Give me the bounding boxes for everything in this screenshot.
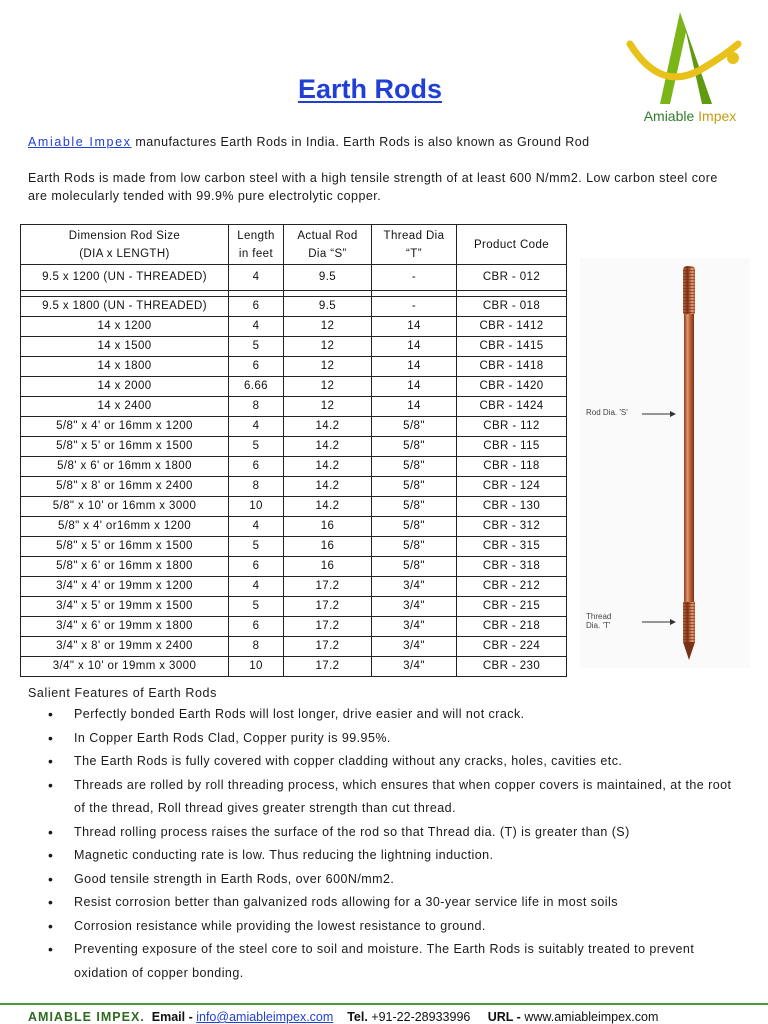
table-cell: 17.2 xyxy=(284,657,372,677)
table-header-text: Product Code xyxy=(473,238,550,251)
table-cell: 5/8' x 6' or 16mm x 1800 xyxy=(21,457,229,477)
table-header-row xyxy=(21,225,567,265)
table-cell: 3/4" x 5' or 19mm x 1500 xyxy=(21,597,229,617)
table-cell: CBR - 215 xyxy=(457,597,567,617)
table-cell: 17.2 xyxy=(284,637,372,657)
table-row xyxy=(21,357,567,377)
table-row xyxy=(21,265,567,291)
table-cell: 12 xyxy=(284,357,372,377)
footer-tel-label: Tel. xyxy=(347,1010,368,1024)
table-cell: 16 xyxy=(284,537,372,557)
table-cell: CBR - 230 xyxy=(457,657,567,677)
table-cell: - xyxy=(372,297,457,317)
table-cell: - xyxy=(372,265,457,291)
table-cell: 5/8" xyxy=(372,517,457,537)
table-cell: 5 xyxy=(229,537,284,557)
table-cell: 5/8" x 5' or 16mm x 1500 xyxy=(21,537,229,557)
table-cell: 5 xyxy=(229,437,284,457)
table-cell: 3/4" xyxy=(372,657,457,677)
feature-item: • Good tensile strength in Earth Rods, over 600N/mm2. xyxy=(28,868,740,892)
feature-item: • Corrosion resistance while providing the lowest resistance to ground. xyxy=(28,915,740,939)
table-row xyxy=(21,657,567,677)
table-cell: 9.5 xyxy=(284,297,372,317)
table-cell: 12 xyxy=(284,317,372,337)
table-cell: 14.2 xyxy=(284,477,372,497)
table-cell: 5/8" xyxy=(372,497,457,517)
table-cell: 5/8" xyxy=(372,537,457,557)
table-cell: CBR - 112 xyxy=(457,417,567,437)
table-cell: 14 xyxy=(372,317,457,337)
footer-email-link[interactable]: info@amiableimpex.com xyxy=(196,1010,334,1024)
table-cell: 14.2 xyxy=(284,417,372,437)
table-cell: 5/8" xyxy=(372,457,457,477)
feature-item: • Thread rolling process raises the surface of the rod so that Thread dia. (T) is greater than (S) xyxy=(28,821,740,845)
table-cell: 5/8" x 8' or 16mm x 2400 xyxy=(21,477,229,497)
table-cell: 8 xyxy=(229,637,284,657)
table-cell: 5/8" x 5' or 16mm x 1500 xyxy=(21,437,229,457)
table-cell: 4 xyxy=(229,317,284,337)
earth-rod-image xyxy=(580,258,750,668)
description-paragraph: Earth Rods is made from low carbon steel with a high tensile strength of at least 600 N/mm2. Low carbon steel core are molecularly tended with 99.9% pure electrolytic copper. xyxy=(28,171,718,203)
table-cell: 14 xyxy=(372,397,457,417)
table-header-text: in feet xyxy=(238,247,274,260)
company-link[interactable]: Amiable Impex xyxy=(28,135,132,149)
table-header-text: Actual Rod xyxy=(297,229,358,242)
logo-text-part1: Amiable xyxy=(643,108,695,124)
footer-tel: +91-22-28933996 xyxy=(371,1010,471,1024)
table-cell: CBR - 1415 xyxy=(457,337,567,357)
footer-company: AMIABLE IMPEX. xyxy=(28,1010,145,1024)
table-cell: CBR - 315 xyxy=(457,537,567,557)
table-header-cell xyxy=(457,225,567,265)
table-cell: 8 xyxy=(229,477,284,497)
table-cell: 5/8" x 6' or 16mm x 1800 xyxy=(21,557,229,577)
features-heading: Salient Features of Earth Rods xyxy=(28,686,217,700)
table-cell: CBR - 124 xyxy=(457,477,567,497)
table-cell: CBR - 1418 xyxy=(457,357,567,377)
table-cell: 16 xyxy=(284,557,372,577)
footer-email-label: Email - xyxy=(151,1010,193,1024)
table-cell: 5/8" x 10' or 16mm x 3000 xyxy=(21,497,229,517)
table-cell: CBR - 212 xyxy=(457,577,567,597)
table-cell: CBR - 218 xyxy=(457,617,567,637)
table-cell: 3/4" xyxy=(372,577,457,597)
table-cell: 14 x 1200 xyxy=(21,317,229,337)
table-header-text: (DIA x LENGTH) xyxy=(79,247,170,260)
table-row xyxy=(21,417,567,437)
table-cell: 14 xyxy=(372,337,457,357)
table-cell: 5/8" xyxy=(372,417,457,437)
table-cell: 4 xyxy=(229,517,284,537)
table-cell: 10 xyxy=(229,497,284,517)
feature-item: • Resist corrosion better than galvanized rods allowing for a 30-year service life in most soils xyxy=(28,891,740,915)
table-header-text: Dimension Rod Size xyxy=(68,229,181,242)
table-cell: 4 xyxy=(229,577,284,597)
table-cell: 3/4" x 6' or 19mm x 1800 xyxy=(21,617,229,637)
table-row xyxy=(21,637,567,657)
page-title: Earth Rods xyxy=(297,74,443,104)
table-row xyxy=(21,557,567,577)
table-cell: 16 xyxy=(284,517,372,537)
table-cell: 3/4" x 10' or 19mm x 3000 xyxy=(21,657,229,677)
table-header-cell xyxy=(372,225,457,265)
footer-url-link[interactable]: www.amiableimpex.com xyxy=(524,1010,659,1024)
table-cell: 14 x 2400 xyxy=(21,397,229,417)
feature-item: • Magnetic conducting rate is low. Thus reducing the lightning induction. xyxy=(28,844,740,868)
table-header-text: Length xyxy=(237,229,275,242)
logo-mark-icon xyxy=(620,4,760,114)
table-cell: CBR - 115 xyxy=(457,437,567,457)
table-cell: CBR - 318 xyxy=(457,557,567,577)
table-cell: CBR - 1424 xyxy=(457,397,567,417)
table-row xyxy=(21,497,567,517)
table-cell: CBR - 312 xyxy=(457,517,567,537)
table-cell: CBR - 018 xyxy=(457,297,567,317)
footer-url-label: URL - xyxy=(487,1010,521,1024)
thread-dia-t-label: Dia. 'T' xyxy=(586,621,611,630)
table-cell: 17.2 xyxy=(284,597,372,617)
features-list xyxy=(28,703,740,985)
table-row xyxy=(21,517,567,537)
table-row xyxy=(21,577,567,597)
table-cell: 14 x 1500 xyxy=(21,337,229,357)
logo-text-part2: Impex xyxy=(698,108,737,124)
feature-item: • Threads are rolled by roll threading process, which ensures that when copper covers is maintained, at the root of the thread, Roll thread gives greater strength than cut thread. xyxy=(28,774,740,821)
table-cell: 10 xyxy=(229,657,284,677)
footer-divider xyxy=(0,1003,768,1005)
table-cell: CBR - 130 xyxy=(457,497,567,517)
table-cell: 5/8" x 4' or 16mm x 1200 xyxy=(21,417,229,437)
table-cell: 3/4" x 8' or 19mm x 2400 xyxy=(21,637,229,657)
table-cell: CBR - 012 xyxy=(457,265,567,291)
table-cell: 14 xyxy=(372,377,457,397)
table-cell: 14 x 2000 xyxy=(21,377,229,397)
table-cell: 12 xyxy=(284,377,372,397)
table-header-text: “T” xyxy=(406,247,422,260)
table-cell: 17.2 xyxy=(284,577,372,597)
table-cell: 17.2 xyxy=(284,617,372,637)
table-cell: CBR - 1420 xyxy=(457,377,567,397)
table-body xyxy=(21,265,567,677)
thread-label: Thread xyxy=(586,612,612,621)
table-cell: 6.66 xyxy=(229,377,284,397)
logo-text xyxy=(620,108,760,124)
table-cell: 3/4" xyxy=(372,637,457,657)
table-cell: 3/4" xyxy=(372,597,457,617)
table-row xyxy=(21,437,567,457)
feature-item: • Preventing exposure of the steel core to soil and moisture. The Earth Rods is suitably treated to prevent oxidation of copper bonding. xyxy=(28,938,740,985)
intro-text: manufactures Earth Rods in India. Earth Rods is also known as Ground Rod xyxy=(131,135,590,149)
table-cell: 8 xyxy=(229,397,284,417)
table-cell: 6 xyxy=(229,457,284,477)
table-row xyxy=(21,297,567,317)
table-row xyxy=(21,477,567,497)
table-cell: 5/8" xyxy=(372,557,457,577)
feature-item: • In Copper Earth Rods Clad, Copper purity is 99.95%. xyxy=(28,727,740,751)
table-header-cell xyxy=(229,225,284,265)
table-cell: 6 xyxy=(229,357,284,377)
table-cell: 14.2 xyxy=(284,437,372,457)
table-cell: 9.5 x 1200 (UN - THREADED) xyxy=(21,265,229,291)
table-cell: 5/8" xyxy=(372,437,457,457)
table-cell: 3/4" xyxy=(372,617,457,637)
table-cell: CBR - 224 xyxy=(457,637,567,657)
company-logo xyxy=(620,4,760,122)
table-row xyxy=(21,597,567,617)
table-cell: 5/8" xyxy=(372,477,457,497)
table-header-text: Dia “S” xyxy=(308,247,347,260)
table-row xyxy=(21,317,567,337)
table-cell: 14.2 xyxy=(284,497,372,517)
table-header-text: Thread Dia xyxy=(383,229,445,242)
table-row xyxy=(21,377,567,397)
table-header xyxy=(21,225,567,265)
table-cell: 3/4" x 4' or 19mm x 1200 xyxy=(21,577,229,597)
footer xyxy=(28,1010,658,1024)
table-cell: 4 xyxy=(229,417,284,437)
feature-item: • The Earth Rods is fully covered with copper cladding without any cracks, holes, cavities etc. xyxy=(28,750,740,774)
table-row xyxy=(21,397,567,417)
table-cell: CBR - 1412 xyxy=(457,317,567,337)
table-cell: CBR - 118 xyxy=(457,457,567,477)
table-cell: 6 xyxy=(229,557,284,577)
table-cell: 4 xyxy=(229,265,284,291)
table-cell: 9.5 xyxy=(284,265,372,291)
earth-rod-spec-table xyxy=(20,224,567,677)
table-cell: 6 xyxy=(229,617,284,637)
table-cell: 12 xyxy=(284,397,372,417)
table-row xyxy=(21,537,567,557)
table-cell: 14 xyxy=(372,357,457,377)
feature-item: • Perfectly bonded Earth Rods will lost longer, drive easier and will not crack. xyxy=(28,703,740,727)
table-row xyxy=(21,337,567,357)
table-cell: 12 xyxy=(284,337,372,357)
table-cell: 5 xyxy=(229,337,284,357)
table-cell: 5 xyxy=(229,597,284,617)
earth-rod-illustration xyxy=(580,258,750,668)
table-cell: 9.5 x 1800 (UN - THREADED) xyxy=(21,297,229,317)
table-header-cell xyxy=(284,225,372,265)
table-row xyxy=(21,457,567,477)
table-row xyxy=(21,617,567,637)
table-cell: 14 x 1800 xyxy=(21,357,229,377)
intro-paragraph xyxy=(28,133,728,151)
table-header-cell xyxy=(21,225,229,265)
table-cell: 14.2 xyxy=(284,457,372,477)
rod-dia-s-label: Rod Dia. 'S' xyxy=(586,408,628,417)
table-cell: 5/8" x 4' or16mm x 1200 xyxy=(21,517,229,537)
table-cell: 6 xyxy=(229,297,284,317)
